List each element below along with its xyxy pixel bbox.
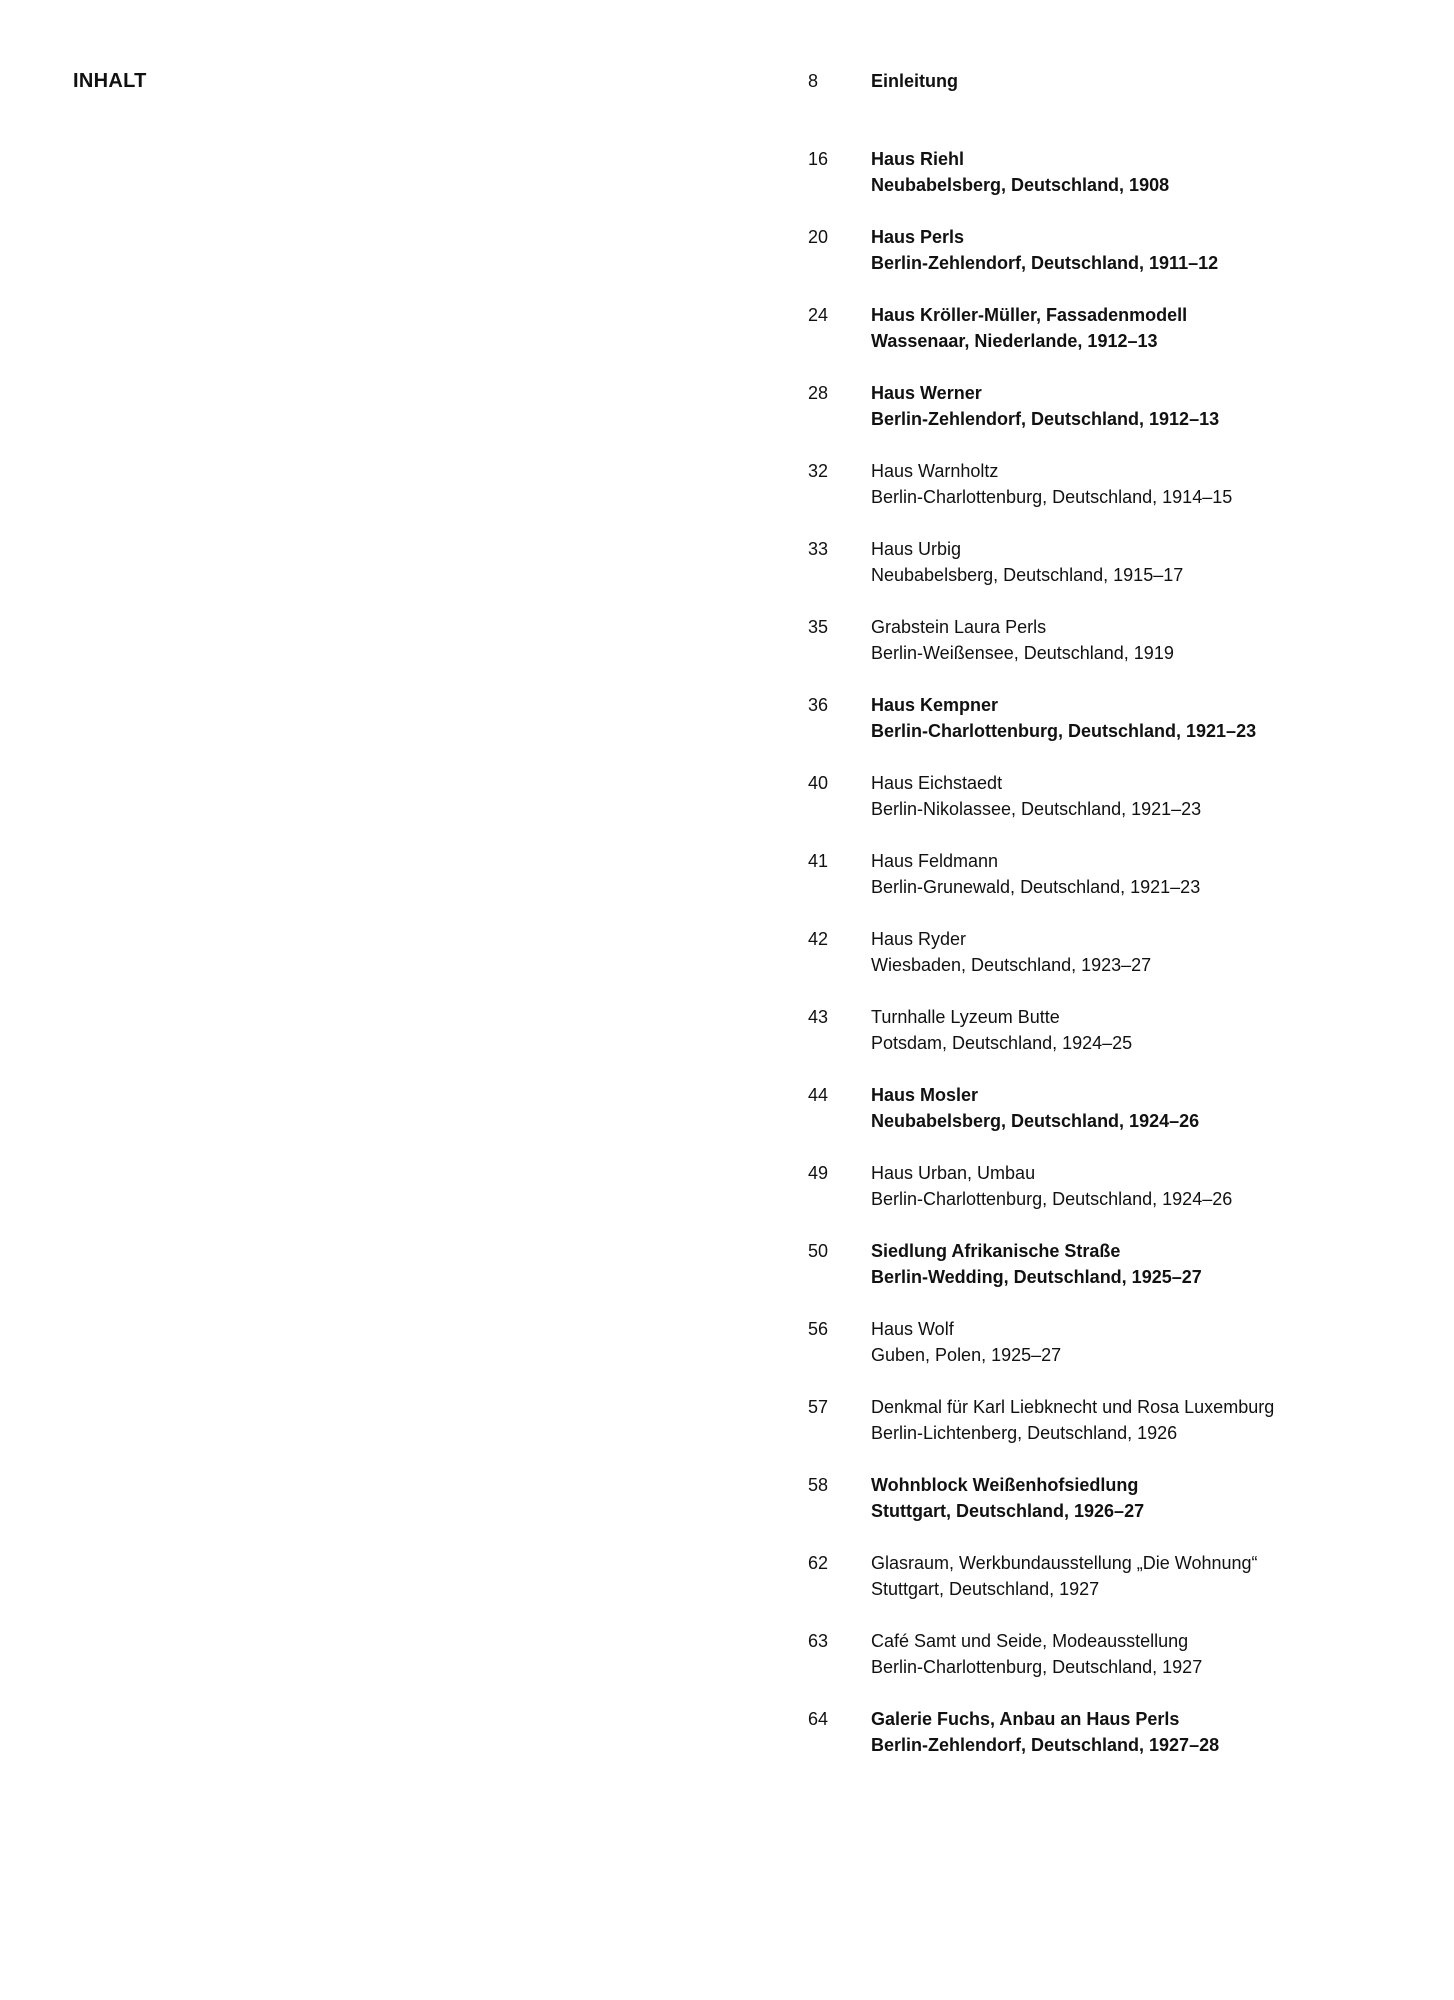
toc-entry-location: Berlin-Nikolassee, Deutschland, 1921–23 [871, 799, 1202, 819]
toc-entry-text [871, 68, 1408, 146]
toc-entry [808, 1238, 1408, 1316]
toc-entry-location: Berlin-Charlottenburg, Deutschland, 1924–26 [871, 1189, 1233, 1209]
toc-page-number: 42 [808, 929, 829, 949]
toc-entry-text [871, 458, 1408, 536]
toc-entry [808, 1160, 1408, 1238]
toc-entry-title: Denkmal für Karl Liebknecht und Rosa Luxemburg [871, 1397, 1275, 1417]
toc-entry-text [871, 1706, 1408, 1784]
toc-entry-text [871, 1394, 1408, 1472]
toc-entry [808, 536, 1408, 614]
toc-entry [808, 614, 1408, 692]
toc-entry-title: Haus Eichstaedt [871, 773, 1003, 793]
toc-entry [808, 380, 1408, 458]
toc-entry-title: Haus Warnholtz [871, 461, 999, 481]
toc-entry-location: Neubabelsberg, Deutschland, 1908 [871, 175, 1170, 195]
toc-entry-location: Guben, Polen, 1925–27 [871, 1345, 1062, 1365]
toc-entry-text [871, 1316, 1408, 1394]
toc-entry-text [871, 146, 1408, 224]
toc-entry-text [871, 224, 1408, 302]
toc-entry-text [871, 1550, 1408, 1628]
toc-page-number: 16 [808, 149, 829, 169]
toc-entry-location: Berlin-Zehlendorf, Deutschland, 1911–12 [871, 253, 1219, 273]
toc-entry-title: Haus Urban, Umbau [871, 1163, 1036, 1183]
toc-entry-title: Haus Riehl [871, 149, 965, 169]
toc-entry-title: Haus Kempner [871, 695, 999, 715]
toc-page-number: 62 [808, 1553, 829, 1573]
toc-page-number: 44 [808, 1085, 829, 1105]
toc-entry-location: Berlin-Lichtenberg, Deutschland, 1926 [871, 1423, 1178, 1443]
toc-entry-location: Stuttgart, Deutschland, 1926–27 [871, 1501, 1145, 1521]
toc-entry-title: Haus Mosler [871, 1085, 979, 1105]
toc-entry-location: Stuttgart, Deutschland, 1927 [871, 1579, 1100, 1599]
toc-entry [808, 926, 1408, 1004]
toc-entry-location: Berlin-Charlottenburg, Deutschland, 1921–23 [871, 721, 1257, 741]
toc-entry [808, 1316, 1408, 1394]
toc-page-number: 36 [808, 695, 829, 715]
toc-entry-text [871, 770, 1408, 848]
toc-entry-title: Siedlung Afrikanische Straße [871, 1241, 1121, 1261]
toc-entry-location: Potsdam, Deutschland, 1924–25 [871, 1033, 1133, 1053]
toc-page-number: 56 [808, 1319, 829, 1339]
toc-entry-text [871, 692, 1408, 770]
toc-entry [808, 770, 1408, 848]
toc-page-number: 43 [808, 1007, 829, 1027]
toc-entry-title: Turnhalle Lyzeum Butte [871, 1007, 1060, 1027]
table-of-contents [808, 68, 1408, 1784]
toc-entry-location: Wassenaar, Niederlande, 1912–13 [871, 331, 1158, 351]
toc-entry-text [871, 380, 1408, 458]
toc-page-number: 35 [808, 617, 829, 637]
toc-entry-text [871, 848, 1408, 926]
toc-entry-location: Berlin-Charlottenburg, Deutschland, 1914–15 [871, 487, 1233, 507]
toc-page-number: 33 [808, 539, 829, 559]
toc-page-number: 50 [808, 1241, 829, 1261]
toc-entry-text [871, 536, 1408, 614]
toc-entry [808, 224, 1408, 302]
toc-entry [808, 68, 1408, 146]
toc-entry-text [871, 1160, 1408, 1238]
toc-entry-text [871, 302, 1408, 380]
toc-page-number: 63 [808, 1631, 829, 1651]
toc-entry-text [871, 1472, 1408, 1550]
toc-entry [808, 146, 1408, 224]
toc-entry-title: Grabstein Laura Perls [871, 617, 1047, 637]
toc-page-number: 8 [808, 71, 819, 91]
toc-entry [808, 1394, 1408, 1472]
toc-entry [808, 1628, 1408, 1706]
toc-entry-text [871, 1004, 1408, 1082]
toc-entry-title: Wohnblock Weißenhofsiedlung [871, 1475, 1139, 1495]
toc-entry-location: Berlin-Zehlendorf, Deutschland, 1912–13 [871, 409, 1220, 429]
toc-entry-text [871, 614, 1408, 692]
toc-page-number: 40 [808, 773, 829, 793]
toc-entry [808, 1004, 1408, 1082]
toc-entry-title: Haus Wolf [871, 1319, 954, 1339]
toc-entry-location: Berlin-Charlottenburg, Deutschland, 1927 [871, 1657, 1203, 1677]
toc-entry-location: Berlin-Zehlendorf, Deutschland, 1927–28 [871, 1735, 1220, 1755]
toc-entry-text [871, 1238, 1408, 1316]
toc-entry-text [871, 1628, 1408, 1706]
toc-entry-title: Haus Kröller-Müller, Fassadenmodell [871, 305, 1188, 325]
toc-entry-location: Berlin-Grunewald, Deutschland, 1921–23 [871, 877, 1201, 897]
toc-page-number: 49 [808, 1163, 829, 1183]
toc-entry-title: Café Samt und Seide, Modeausstellung [871, 1631, 1189, 1651]
toc-entry [808, 1550, 1408, 1628]
toc-entry-title: Haus Werner [871, 383, 982, 403]
toc-entry-title: Haus Urbig [871, 539, 962, 559]
toc-entry-title: Glasraum, Werkbundausstellung „Die Wohnung“ [871, 1553, 1258, 1573]
toc-page-number: 41 [808, 851, 829, 871]
toc-entry-title: Einleitung [871, 71, 958, 91]
toc-page-number: 28 [808, 383, 829, 403]
toc-entry [808, 458, 1408, 536]
toc-entry-title: Haus Perls [871, 227, 965, 247]
toc-entry-title: Haus Ryder [871, 929, 967, 949]
toc-page-number: 24 [808, 305, 829, 325]
toc-page-number: 64 [808, 1709, 829, 1729]
toc-entry [808, 848, 1408, 926]
toc-entry-text [871, 926, 1408, 1004]
toc-entry [808, 692, 1408, 770]
toc-entry-location: Wiesbaden, Deutschland, 1923–27 [871, 955, 1152, 975]
toc-entry [808, 1472, 1408, 1550]
toc-entry-location: Neubabelsberg, Deutschland, 1915–17 [871, 565, 1184, 585]
toc-page-number: 57 [808, 1397, 829, 1417]
toc-entry [808, 302, 1408, 380]
toc-entry [808, 1082, 1408, 1160]
toc-entry-text [871, 1082, 1408, 1160]
toc-page-number: 20 [808, 227, 829, 247]
toc-entry-location: Berlin-Weißensee, Deutschland, 1919 [871, 643, 1174, 663]
toc-entry-location: Berlin-Wedding, Deutschland, 1925–27 [871, 1267, 1202, 1287]
toc-page-number: 58 [808, 1475, 829, 1495]
toc-page-number: 32 [808, 461, 829, 481]
toc-entry-title: Haus Feldmann [871, 851, 999, 871]
toc-entry [808, 1706, 1408, 1784]
page-heading: INHALT [73, 70, 147, 92]
toc-entry-title: Galerie Fuchs, Anbau an Haus Perls [871, 1709, 1180, 1729]
toc-entry-location: Neubabelsberg, Deutschland, 1924–26 [871, 1111, 1200, 1131]
